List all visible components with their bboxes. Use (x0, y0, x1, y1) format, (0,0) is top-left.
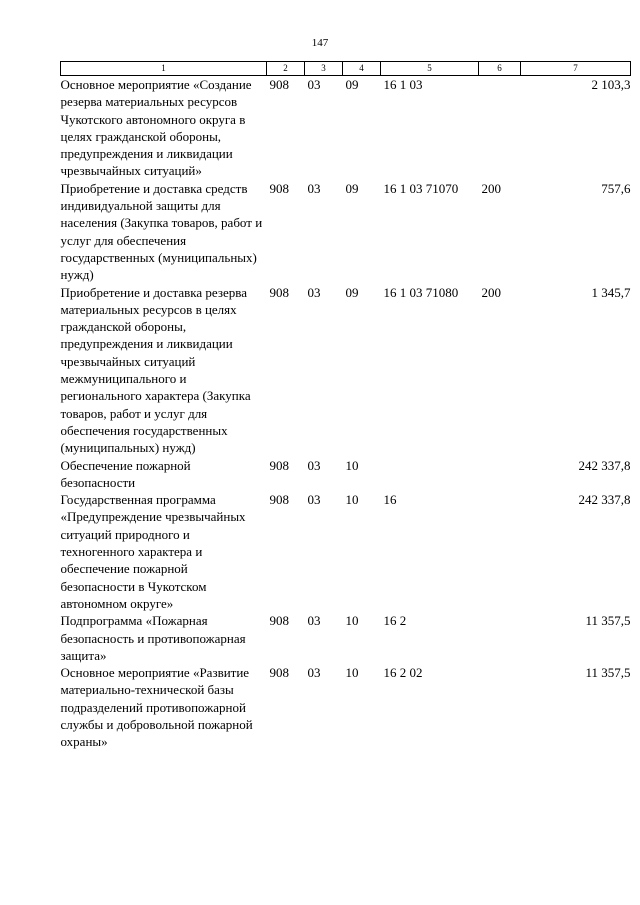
table-row (61, 664, 631, 750)
column-number-header-row (61, 62, 631, 76)
row-expense-type-code (479, 491, 521, 612)
row-expense-type-code (479, 664, 521, 750)
row-amount: 11 357,5 (585, 613, 631, 629)
row-gr-code: 908 (269, 665, 289, 681)
row-target-code: 16 2 02 (383, 665, 423, 681)
row-subsection-code: 10 (345, 665, 359, 681)
row-expense-type-code: 200 (481, 284, 501, 300)
row-expense-type-code (479, 457, 521, 492)
row-name: Основное мероприятие «Развитие материально-технической базы подразделений противопожарной службы и добровольной пожарной охраны» (60, 665, 253, 750)
row-target-code: 16 1 03 (383, 77, 423, 92)
row-amount: 2 103,3 (591, 77, 631, 92)
row-expense-type-code (479, 76, 521, 180)
row-section-code: 03 (307, 284, 321, 300)
row-name: Обеспечение пожарной безопасности (60, 457, 191, 490)
row-section-code: 03 (307, 492, 321, 508)
row-subsection-code: 10 (345, 492, 359, 508)
row-amount: 757,6 (601, 180, 631, 196)
row-target-code: 16 2 (383, 613, 407, 629)
row-name: Подпрограмма «Пожарная безопасность и противопожарная защита» (60, 613, 246, 663)
row-subsection-code: 10 (345, 457, 359, 473)
row-expense-type-code (479, 612, 521, 664)
row-target-code: 16 1 03 71080 (383, 284, 459, 300)
column-header: 2 (267, 62, 305, 76)
row-section-code: 03 (307, 180, 321, 196)
row-amount: 242 337,8 (578, 457, 631, 473)
budget-table (60, 61, 631, 751)
row-section-code: 03 (307, 77, 321, 92)
table-row (61, 76, 631, 180)
row-expense-type-code: 200 (481, 180, 501, 196)
table-row (61, 284, 631, 457)
row-gr-code: 908 (269, 457, 289, 473)
row-amount: 11 357,5 (585, 665, 631, 681)
table-row (61, 612, 631, 664)
column-header: 4 (343, 62, 381, 76)
row-gr-code: 908 (269, 613, 289, 629)
row-section-code: 03 (307, 665, 321, 681)
table-row (61, 180, 631, 284)
table-row (61, 491, 631, 612)
row-target-code: 16 1 03 71070 (383, 180, 459, 196)
row-name: Основное мероприятие «Создание резерва материальных ресурсов Чукотского автономного округа в целях гражданской обороны, предупреждения и ликвидации чрезвычайных ситуаций» (60, 77, 252, 179)
row-subsection-code: 09 (345, 284, 359, 300)
row-target-code (381, 457, 479, 492)
column-header: 3 (305, 62, 343, 76)
row-target-code: 16 (383, 492, 397, 508)
column-header: 6 (479, 62, 521, 76)
page-number: 147 (311, 37, 329, 49)
row-gr-code: 908 (269, 492, 289, 508)
row-name: Государственная программа «Предупреждение чрезвычайных ситуаций природного и техногенного характера и обеспечение пожарной безопасности в Чукотском автономном округе» (60, 492, 246, 611)
row-name: Приобретение и доставка средств индивидуальной защиты для населения (Закупка товаров, работ и услуг для обеспечения государственных (муниципальных) нужд) (60, 180, 263, 283)
row-amount: 242 337,8 (578, 492, 631, 508)
row-section-code: 03 (307, 613, 321, 629)
column-header: 1 (61, 62, 267, 76)
row-section-code: 03 (307, 457, 321, 473)
row-gr-code: 908 (269, 180, 289, 196)
table-row (61, 457, 631, 492)
row-gr-code: 908 (269, 77, 289, 92)
column-header: 5 (381, 62, 479, 76)
row-subsection-code: 10 (345, 613, 359, 629)
column-header: 7 (521, 62, 631, 76)
row-amount: 1 345,7 (591, 284, 631, 300)
row-gr-code: 908 (269, 284, 289, 300)
row-subsection-code: 09 (345, 180, 359, 196)
row-subsection-code: 09 (345, 77, 359, 92)
row-name: Приобретение и доставка резерва материальных ресурсов в целях гражданской обороны, предупреждения и ликвидации чрезвычайных ситуаций межмуниципального и регионального характера (Закупка товаров, работ и услуг для обеспечения государственных (муниципальных) нужд) (60, 284, 251, 456)
